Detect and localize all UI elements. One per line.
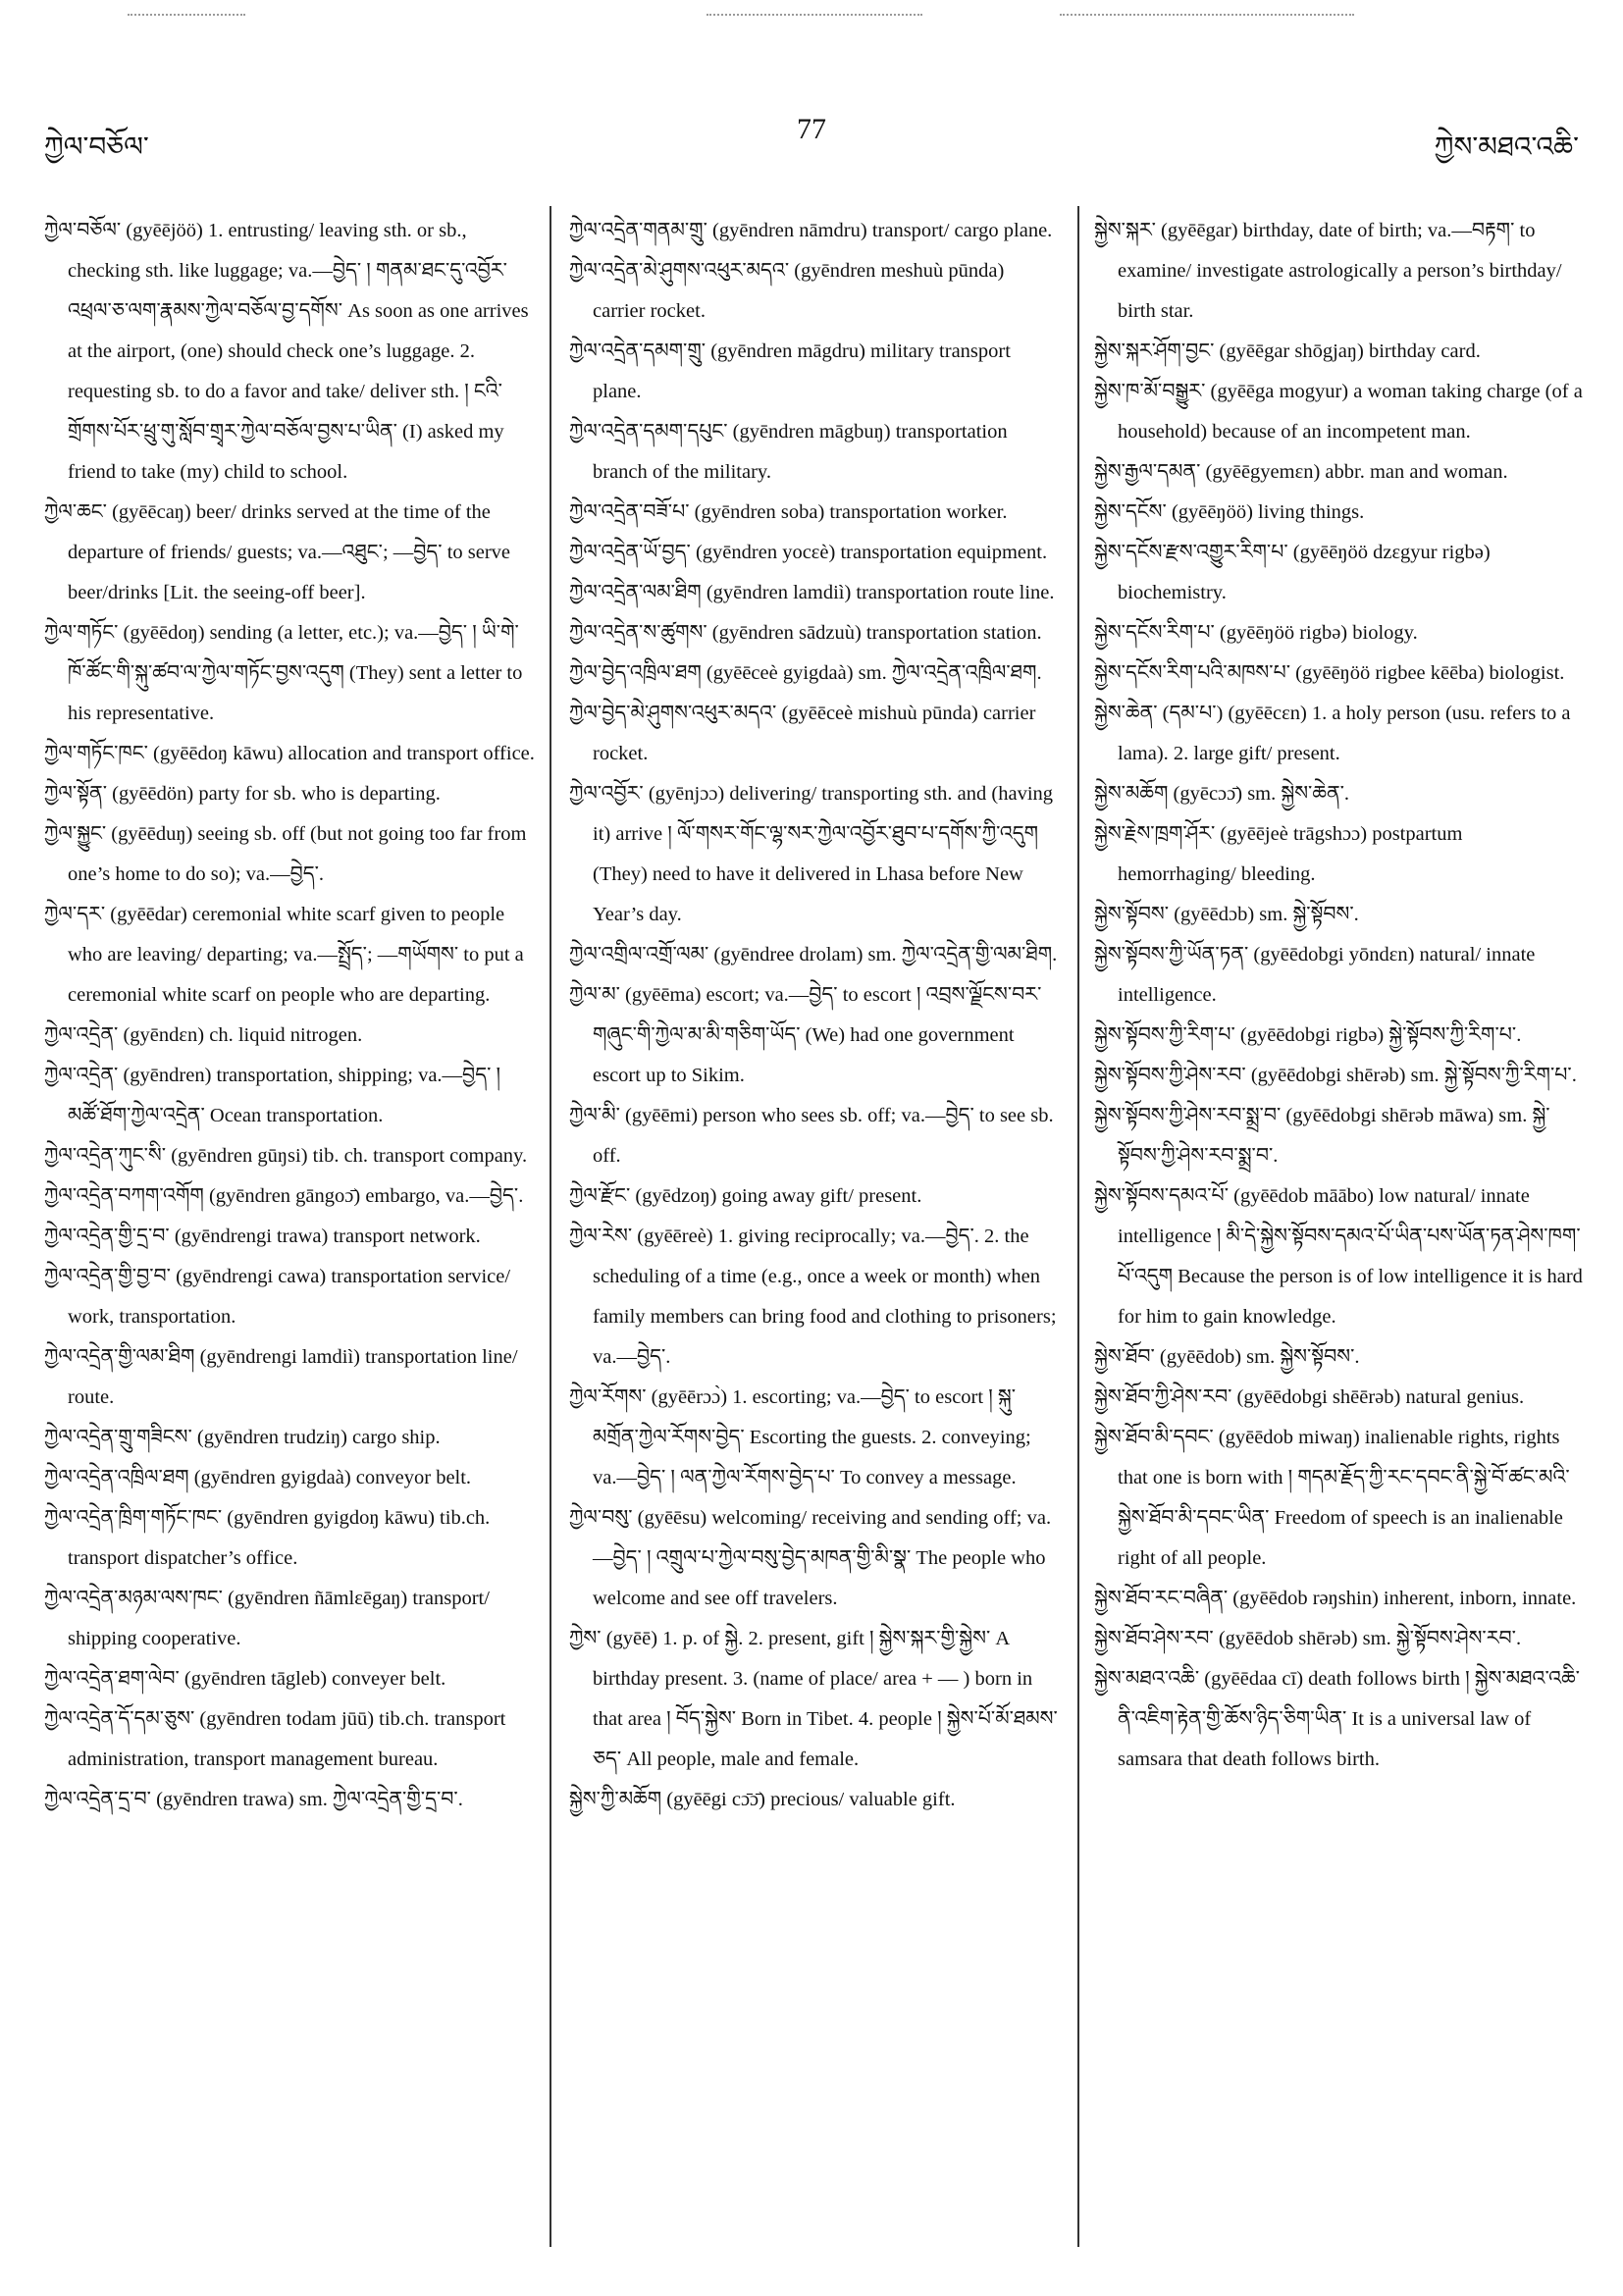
running-head-right: ཀྱེས་མཐའ་འཆི་ (1434, 132, 1579, 163)
column-rule (550, 206, 551, 2247)
dictionary-entry: ཀྱེལ་འདྲེན་དྲ་བ་ (gyēndren trawa) sm. ཀྱེལ་འདྲེན་གྱི་དྲ་བ་. (44, 1789, 463, 1810)
dictionary-entry: སྐྱེས་དངོས་རྫས་འགྱུར་རིག་པ་ (gyēēŋöö dzɛgyur rigbə) biochemistry. (1094, 542, 1491, 603)
dictionary-entry: སྐྱེས་སྟོབས་ཀྱི་ཡོན་ཏན་ (gyēēdobgi yōndɛn) natural/ innate intelligence. (1094, 944, 1536, 1006)
dictionary-entry: ཀྱེལ་འདྲེན་བཟོ་པ་ (gyēndren soba) transportation worker. (569, 501, 1008, 523)
dictionary-entry: ཀྱེལ་སྐྱུང་ (gyēēduŋ) seeing sb. off (but not going too far from one’s home to do so); va.—བྱེད་. (44, 823, 527, 885)
dictionary-entry: ཀྱེལ་འདྲེན་དམག་དཔུང་ (gyēndren māgbuŋ) transportation branch of the military. (569, 421, 1008, 483)
dictionary-entry: སྐྱེས་སྟོབས་ (gyēēdɔb) sm. སྐྱེ་སྟོབས་. (1094, 904, 1359, 925)
dictionary-entry: ཀྱེལ་མི་ (gyēēmi) person who sees sb. off; va.—བྱེད་ to see sb. off. (569, 1105, 1054, 1167)
dictionary-entry: ཀྱེལ་འདྲེན་གྱི་ལམ་ཐིག (gyēndrengi lamdiì) transportation line/ route. (44, 1346, 518, 1408)
dictionary-entry: སྐྱེས་སྟོབས་དམའ་པོ་ (gyēēdob māābo) low natural/ innate intelligence ། མི་དེ་སྐྱེས་སྟོབས་དམའ་པོ་ཡིན་པས་ཡོན་ཏན་ཤེས་ཁག་པོ་འདུག Because the person is of low intelligence it is hard for him to gain knowledge. (1094, 1185, 1583, 1328)
dictionary-entry: སྐྱེས་མཐའ་འཆི་ (gyēēdaa cī) death follows birth ། སྐྱེས་མཐའ་འཆི་ནི་འཇིག་རྟེན་གྱི་ཆོས་ཉིད་ཅིག་ཡིན་ It is a universal law of samsara that death follows birth. (1094, 1668, 1580, 1770)
dictionary-entry: ཀྱེལ་འབྱོར་ (gyēnjɔɔ) delivering/ transporting sth. and (having it) arrive ། ལོ་གསར་གོང་ལྷ་སར་ཀྱེལ་འབྱོར་ཐུབ་པ་དགོས་ཀྱི་འདུག (They) need to have it delivered in Lhasa before New Year’s day. (569, 783, 1054, 925)
dictionary-entry: སྐྱེས་དངོས་ (gyēēŋöö) living things. (1094, 501, 1365, 523)
dictionary-entry: སྐྱེས་དངོས་རིག་པའི་མཁས་པ་ (gyēēŋöö rigbee kēēba) biologist. (1094, 662, 1565, 684)
dictionary-entry: ཀྱེལ་འདྲེན་དམག་གྲུ་ (gyēndren māgdru) military transport plane. (569, 340, 1011, 402)
running-head-left: ཀྱེལ་བཅོལ་ (44, 132, 149, 163)
dictionary-entry: སྐྱེས་ཐོབ་ཀྱི་ཤེས་རབ་ (gyēēdobgi shēērəb) natural genius. (1094, 1386, 1525, 1408)
dictionary-entry: ཀྱེས་ (gyēē) 1. p. of སྐྱེ. 2. present, gift ། སྐྱེས་སྐར་གྱི་སྐྱེས་ A birthday present. 3. (name of place/ area + — ) born in that area ། བོད་སྐྱེས་ Born in Tibet. 4. people ། སྐྱེས་པོ་མོ་ཐམས་ཅད་ All people, male and female. (569, 1628, 1058, 1770)
dictionary-entry: སྐྱེས་རྒྱལ་དམན་ (gyēēgyemɛn) abbr. man and woman. (1094, 461, 1508, 483)
scan-artifact (707, 14, 922, 16)
dictionary-entry: ཀྱེལ་རེས་ (gyēēreè) 1. giving reciprocally; va.—བྱེད་. 2. the scheduling of a time (e.g., once a week or month) when family members can bring food and clothing to prisoners; va.—བྱེད་. (569, 1226, 1057, 1368)
dictionary-entry: ཀྱེལ་འདྲེན་ (gyēndren) transportation, shipping; va.—བྱེད་ ། མཚོ་ཐོག་ཀྱེལ་འདྲེན་ Ocean transportation. (44, 1065, 501, 1126)
scan-artifact (1060, 14, 1354, 16)
dictionary-entry: ཀྱེལ་མ་ (gyēēma) escort; va.—བྱེད་ to escort ། འབྲས་ལྗོངས་བར་གཞུང་གི་ཀྱེལ་མ་མི་གཅིག་ཡོད་ (We) had one government escort up to Sikim. (569, 984, 1042, 1086)
dictionary-entry: སྐྱེས་ཐོབ་ (gyēēdob) sm. སྐྱེས་སྟོབས་. (1094, 1346, 1360, 1368)
dictionary-entry: སྐྱེས་སྐར་ཤོག་བྱང་ (gyēēgar shōgjaŋ) birthday card. (1094, 340, 1481, 362)
dictionary-entry: ཀྱེལ་འདྲེན་ (gyēndɛn) ch. liquid nitrogen. (44, 1024, 363, 1046)
dictionary-entry: ཀྱེལ་འདྲེན་ཡོ་བྱད་ (gyēndren yocɛè) transportation equipment. (569, 542, 1048, 563)
dictionary-entry: ཀྱེལ་འདྲེན་གྱི་དྲ་བ་ (gyēndrengi trawa) transport network. (44, 1226, 481, 1247)
dictionary-entry: ཀྱེལ་འདྲེན་བཀག་འགོག (gyēndren gāngoɔ̄) embargo, va.—བྱེད་. (44, 1185, 524, 1207)
dictionary-entry: ཀྱེལ་རྫོང་ (gyēdzoŋ) going away gift/ present. (569, 1185, 922, 1207)
dictionary-entry: ཀྱེལ་འདྲེན་ཐག་ལེབ་ (gyēndren tāgleb) conveyer belt. (44, 1668, 446, 1690)
dictionary-entry: ཀྱེལ་དར་ (gyēēdar) ceremonial white scarf given to people who are leaving/ departing; va.—སྤྲོད་; —གཡོགས་ to put a ceremonial white scarf on people who are departing. (44, 904, 524, 1006)
dictionary-entry: ཀྱེལ་འདྲེན་དོ་དམ་ཅུས་ (gyēndren todam jūū) tib.ch. transport administration, transport management bureau. (44, 1708, 506, 1770)
dictionary-entry: སྐྱེས་ཁ་མོ་བསྒྱུར་ (gyēēga mogyur) a woman taking charge (of a household) because of an incompetent man. (1094, 381, 1583, 443)
dictionary-entry: སྐྱེས་ཐོབ་ཤེས་རབ་ (gyēēdob shērəb) sm. སྐྱེ་སྟོབས་ཤེས་རབ་. (1094, 1628, 1522, 1649)
dictionary-entry: སྐྱེས་ཀྱི་མཆོག (gyēēgi cɔ̄ɔ̄) precious/ valuable gift. (569, 1789, 956, 1810)
page-number: 77 (797, 113, 826, 145)
dictionary-entry: ཀྱེལ་འདྲེན་ལམ་ཐིག (gyēndren lamdiì) transportation route line. (569, 582, 1055, 603)
dictionary-entry: སྐྱེས་སྟོབས་ཀྱི་ཤེས་རབ་ (gyēēdobgi shērəb) sm. སྐྱེ་སྟོབས་ཀྱི་རིག་པ་. (1094, 1065, 1577, 1086)
dictionary-entry: སྐྱེས་སྟོབས་ཀྱི་རིག་པ་ (gyēēdobgi rigbə) སྐྱེ་སྟོབས་ཀྱི་རིག་པ་. (1094, 1024, 1522, 1046)
dictionary-entry: ཀྱེལ་འདྲེན་གྱི་བྱ་བ་ (gyēndrengi cawa) transportation service/ work, transportation. (44, 1266, 511, 1328)
dictionary-entry: ཀྱེལ་འདྲེན་འཁྲིལ་ཐག (gyēndren gyigdaà) conveyor belt. (44, 1467, 472, 1488)
column-rule (1077, 206, 1079, 2247)
dictionary-entry: ཀྱེལ་སྟོན་ (gyēēdön) party for sb. who is departing. (44, 783, 441, 805)
dictionary-entry: ཀྱེལ་བཅོལ་ (gyēējöö) 1. entrusting/ leaving sth. or sb., checking sth. like luggage; va.—བྱེད་ ། གནམ་ཐང་དུ་འབྱོར་འཕྲལ་ཅ་ལག་རྣམས་ཀྱེལ་བཅོལ་བྱ་དགོས་ As soon as one arrives at the airport, (one) should check one’s luggage. 2. requesting sb. to do a favor and take/ deliver sth. ། ངའི་གྲོགས་པོར་ཕྲུ་གུ་སློབ་གྲྭར་ཀྱེལ་བཅོལ་བྱས་པ་ཡིན་ (I) asked my friend to take (my) child to school. (44, 220, 529, 483)
dictionary-entry: ཀྱེལ་གཏོང་ (gyēēdoŋ) sending (a letter, etc.); va.—བྱེད་ ། ཡི་གེ་ཁོ་ཚོང་གི་སྐུ་ཚབ་ལ་ཀྱེལ་གཏོང་བྱས་འདུག (They) sent a letter to his representative. (44, 622, 523, 724)
column-3 (1094, 211, 1585, 2242)
dictionary-entry: ཀྱེལ་གཏོང་ཁང་ (gyēēdoŋ kāwu) allocation and transport office. (44, 743, 535, 764)
dictionary-entry: སྐྱེས་རྗེས་ཁྲག་ཤོར་ (gyēējeè trāgshɔɔ) postpartum hemorrhaging/ bleeding. (1094, 823, 1463, 885)
dictionary-entry: ཀྱེལ་འདྲེན་ཁྲིག་གཏོང་ཁང་ (gyēndren gyigdoŋ kāwu) tib.ch. transport dispatcher’s office. (44, 1507, 491, 1569)
dictionary-entry: སྐྱེས་སྟོབས་ཀྱི་ཤེས་རབ་སྨྲ་བ་ (gyēēdobgi shērəb māwa) sm. སྐྱེ་སྟོབས་ཀྱི་ཤེས་རབ་སྨྲ་བ་. (1094, 1105, 1550, 1167)
dictionary-entry: ཀྱེལ་ཆང་ (gyēēcaŋ) beer/ drinks served at the time of the departure of friends/ guests; va.—འཐུང་; —བྱེད་ to serve beer/drinks [Lit. the seeing-off beer]. (44, 501, 511, 603)
dictionary-entry: ཀྱེལ་བྱེད་འཁྲིལ་ཐག (gyēēceè gyigdaà) sm. ཀྱེལ་འདྲེན་འཁྲིལ་ཐག. (569, 662, 1042, 684)
column-1 (44, 211, 535, 2242)
dictionary-entry: ཀྱེལ་འདྲེན་གྲུ་གཟིངས་ (gyēndren trudziŋ) cargo ship. (44, 1427, 441, 1448)
dictionary-entry: ཀྱེལ་འགྲིལ་འགྲོ་ལམ་ (gyēndree drolam) sm. ཀྱེལ་འདྲེན་གྱི་ལམ་ཐིག. (569, 944, 1058, 965)
scan-artifact (128, 14, 245, 16)
dictionary-entry: ཀྱེལ་རོགས་ (gyēērɔɔ̀) 1. escorting; va.—བྱེད་ to escort ། སྐུ་མགྲོན་ཀྱེལ་རོགས་བྱེད་ Escorting the guests. 2. conveying; va.—བྱེད་ ། ལན་ཀྱེལ་རོགས་བྱེད་པ་ To convey a message. (569, 1386, 1031, 1488)
dictionary-entry: ཀྱེལ་བྱེད་མེ་ཤུགས་འཕུར་མདའ་ (gyēēceè mishuù pūnda) carrier rocket. (569, 703, 1036, 764)
dictionary-entry: སྐྱེས་དངོས་རིག་པ་ (gyēēŋöö rigbə) biology. (1094, 622, 1418, 644)
dictionary-entry: ཀྱེལ་འདྲེན་ས་ཚུགས་ (gyēndren sādzuù) transportation station. (569, 622, 1042, 644)
dictionary-entry: སྐྱེས་ཆེན་ (དམ་པ་) (gyēēcɛn) 1. a holy person (usu. refers to a lama). 2. large gift/ present. (1094, 703, 1571, 764)
dictionary-entry: སྐྱེས་ཐོབ་རང་བཞིན་ (gyēēdob rəŋshin) inherent, inborn, innate. (1094, 1588, 1577, 1609)
dictionary-entry: ཀྱེལ་བསུ་ (gyēēsu) welcoming/ receiving and sending off; va.—བྱེད་ ། འགྲུལ་པ་ཀྱེལ་བསུ་བྱེད་མཁན་གྱི་མི་སྣ་ The people who welcome and see off travelers. (569, 1507, 1052, 1609)
dictionary-entry: ཀྱེལ་འདྲེན་གནམ་གྲུ་ (gyēndren nāmdru) transport/ cargo plane. (569, 220, 1053, 241)
dictionary-entry: སྐྱེས་ཐོབ་མི་དབང་ (gyēēdob miwaŋ) inalienable rights, rights that one is born with ། གདམ་རྗོད་ཀྱི་རང་དབང་ནི་སྐྱེ་བོ་ཚང་མའི་སྐྱེས་ཐོབ་མི་དབང་ཡིན་ Freedom of speech is an inalienable right of all people. (1094, 1427, 1570, 1569)
column-2 (569, 211, 1060, 2242)
dictionary-entry: སྐྱེས་སྐར་ (gyēēgar) birthday, date of birth; va.—བརྟག་ to examine/ investigate astrologically a person’s birthday/ birth star. (1094, 220, 1562, 322)
dictionary-entry: སྐྱེས་མཆོག (gyēcɔɔ̄) sm. སྐྱེས་ཆེན་. (1094, 783, 1350, 805)
dictionary-entry: ཀྱེལ་འདྲེན་མཉམ་ལས་ཁང་ (gyēndren ñāmlɛēgaŋ) transport/ shipping cooperative. (44, 1588, 490, 1649)
dictionary-entry: ཀྱེལ་འདྲེན་ཀུང་སི་ (gyēndren gūŋsi) tib. ch. transport company. (44, 1145, 528, 1167)
dictionary-entry: ཀྱེལ་འདྲེན་མེ་ཤུགས་འཕུར་མདའ་ (gyēndren meshuù pūnda) carrier rocket. (569, 260, 1005, 322)
